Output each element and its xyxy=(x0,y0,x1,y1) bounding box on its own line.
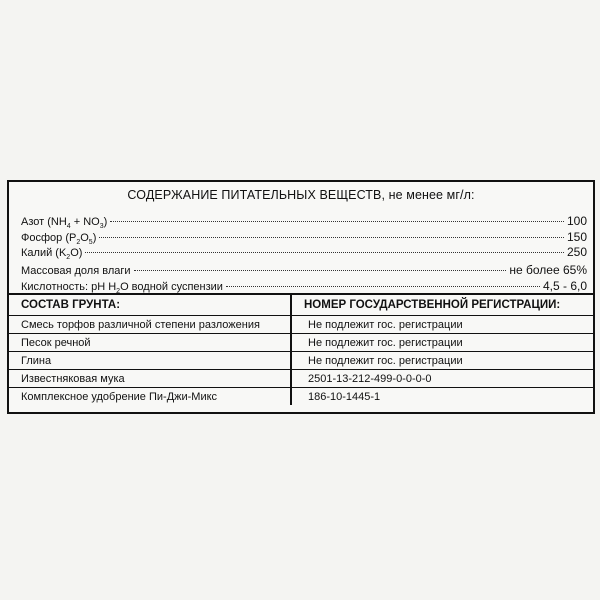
nutrient-row-moisture xyxy=(21,263,587,277)
nutrient-row-potassium xyxy=(21,245,587,262)
nutrient-value: 4,5 - 6,0 xyxy=(542,279,587,293)
dotted-leader xyxy=(110,221,564,222)
composition-header-left: СОСТАВ ГРУНТА: xyxy=(9,295,291,316)
registration-cell: Не подлежит гос. регистрации xyxy=(291,334,593,352)
nutrient-label: Массовая доля влаги xyxy=(21,265,131,277)
dotted-leader xyxy=(134,270,507,271)
dotted-leader xyxy=(85,252,564,253)
composition-header-row xyxy=(9,295,593,316)
nutrient-label: Калий $(K_2O)$ xyxy=(21,247,83,262)
component-cell: Комплексное удобрение Пи-Джи-Микс xyxy=(9,388,291,406)
dotted-leader xyxy=(226,286,540,287)
component-cell: Глина xyxy=(9,352,291,370)
nutrients-title: СОДЕРЖАНИЕ ПИТАТЕЛЬНЫХ ВЕЩЕСТВ, не менее мг/л: xyxy=(127,188,475,202)
table-row xyxy=(9,370,593,388)
nutrient-row-phosphorus xyxy=(21,230,587,247)
registration-cell: Не подлежит гос. регистрации xyxy=(291,316,593,334)
nutrient-value: 100 xyxy=(566,214,587,228)
table-row xyxy=(9,388,593,406)
component-cell: Смесь торфов различной степени разложения xyxy=(9,316,291,334)
registration-cell: 186-10-1445-1 xyxy=(308,390,381,403)
nutrient-value: 150 xyxy=(566,230,587,244)
nutrient-value: 250 xyxy=(566,245,587,259)
product-label-card xyxy=(7,180,595,414)
table-row xyxy=(9,352,593,370)
nutrient-label: Азот $(NH_4 + NO_3)$ xyxy=(21,216,108,231)
nutrient-value: не более 65% xyxy=(509,263,587,277)
table-row xyxy=(9,316,593,334)
nutrient-label: Кислотность: pH $H_2O$ водной суспензии xyxy=(21,281,223,296)
component-cell: Песок речной xyxy=(9,334,291,352)
composition-header-right: НОМЕР ГОСУДАРСТВЕННОЙ РЕГИСТРАЦИИ: xyxy=(291,295,593,316)
nutrient-label: Фосфор $(P_2O_5)$ xyxy=(21,232,97,247)
dotted-leader xyxy=(99,237,564,238)
nutrient-row-nitrogen xyxy=(21,214,587,231)
nutrients-section xyxy=(9,182,593,295)
registration-cell: 2501-13-212-499-0-0-0-0 xyxy=(291,370,593,388)
component-cell: Известняковая мука xyxy=(9,370,291,388)
table-row xyxy=(9,334,593,352)
registration-cell: Не подлежит гос. регистрации xyxy=(291,352,593,370)
composition-table xyxy=(9,295,593,405)
nutrient-row-acidity xyxy=(21,279,587,296)
